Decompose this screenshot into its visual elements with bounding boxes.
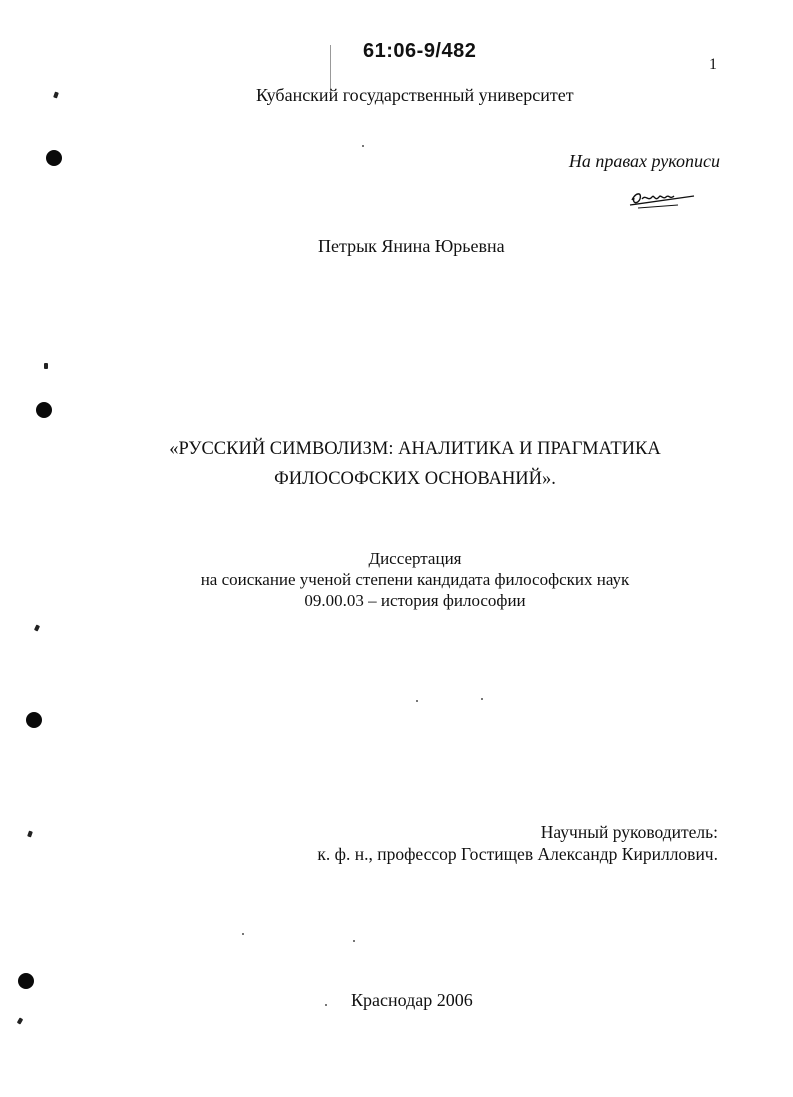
dissertation-type: Диссертация	[368, 549, 462, 568]
title-line-2: ФИЛОСОФСКИХ ОСНОВАНИЙ».	[274, 469, 556, 489]
punch-hole-4	[18, 973, 34, 989]
specialty-line: 09.00.03 – история философии	[304, 591, 526, 610]
binding-mark-2	[44, 363, 48, 369]
signature	[628, 188, 698, 210]
title-line-1: «РУССКИЙ СИМВОЛИЗМ: АНАЛИТИКА И ПРАГМАТИКА	[169, 439, 661, 459]
scan-speck	[325, 1004, 327, 1006]
supervisor-label: Научный руководитель:	[540, 822, 718, 842]
university-name: Кубанский государственный университет	[256, 85, 574, 105]
supervisor-name: к. ф. н., профессор Гостищев Александр Кириллович.	[317, 844, 718, 864]
scan-speck	[353, 940, 355, 942]
degree-line: на соискание ученой степени кандидата философских наук	[200, 570, 630, 589]
binding-mark-1	[53, 91, 59, 98]
punch-hole-3	[26, 712, 42, 728]
catalog-number: 61:06-9/482	[363, 40, 477, 62]
scan-speck	[481, 698, 483, 700]
manuscript-rights: На правах рукописи	[568, 151, 720, 171]
scan-speck	[416, 700, 418, 702]
punch-hole-2	[36, 402, 52, 418]
dissertation-info	[0, 548, 793, 611]
punch-hole-1	[46, 150, 62, 166]
binding-mark-4	[27, 830, 33, 837]
author-name: Петрык Янина Юрьевна	[318, 236, 505, 256]
dissertation-title	[0, 434, 793, 494]
page-number: 1	[709, 56, 717, 73]
scan-speck	[362, 145, 364, 147]
binding-mark-5	[17, 1017, 23, 1024]
supervisor-block	[317, 821, 718, 865]
binding-mark-3	[34, 624, 40, 631]
scan-speck	[242, 933, 244, 935]
place-year: Краснодар 2006	[351, 990, 473, 1010]
